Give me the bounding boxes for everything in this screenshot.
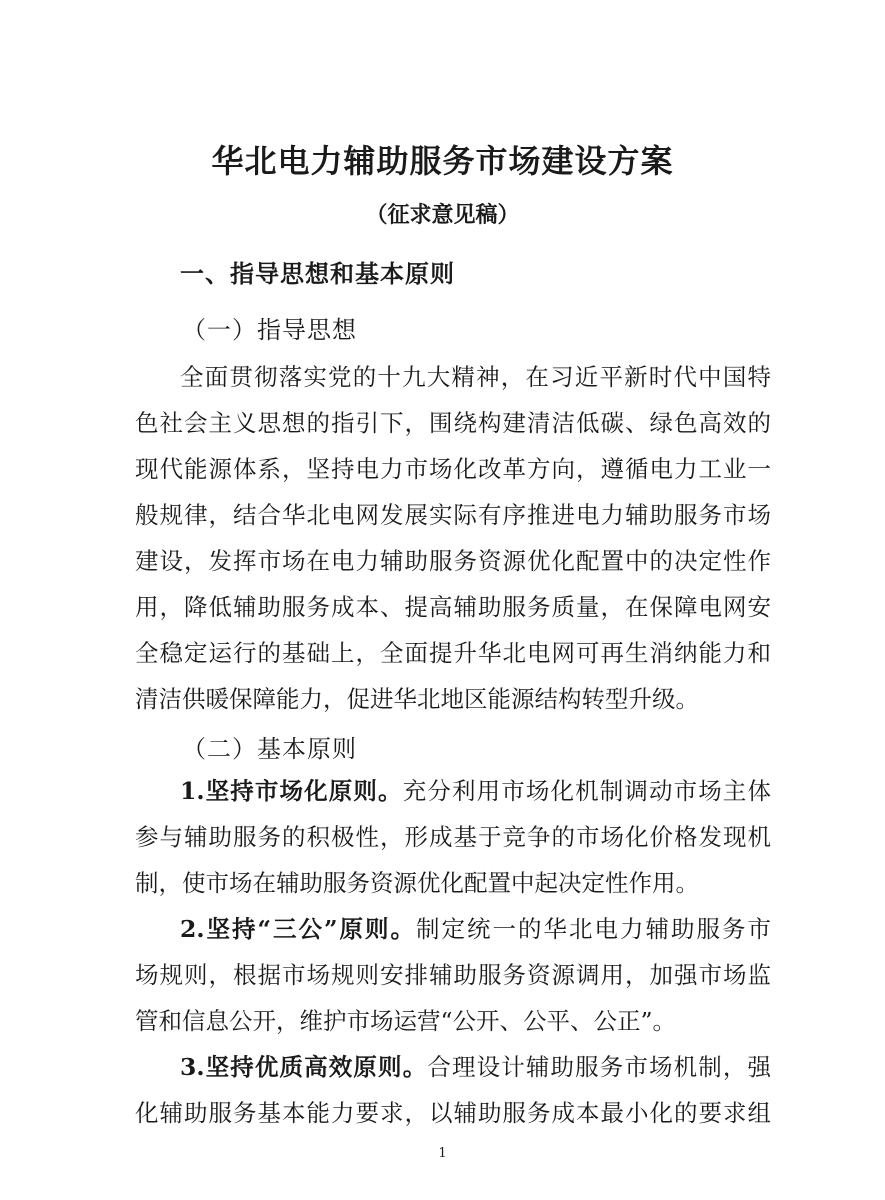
principle-line: 3.坚持优质高效原则。合理设计辅助服务市场机制，强 [180,1053,771,1081]
paragraph-line: 参与辅助服务的积极性，形成基于竞争的市场化价格发现机 [135,823,771,851]
subsection-heading: （一）指导思想 [182,316,357,344]
paragraph-line: 制，使市场在辅助服务资源优化配置中起决定性作用。 [135,869,699,897]
principle-title: 1.坚持市场化原则。 [180,777,403,805]
document-subtitle: （征求意见稿） [365,202,520,228]
paragraph-line: 全稳定运行的基础上，全面提升华北电网可再生消纳能力和 [135,639,771,667]
principle-line: 2.坚持“三公”原则。制定统一的华北电力辅助服务市 [180,915,772,943]
paragraph-line: 建设，发挥市场在电力辅助服务资源优化配置中的决定性作 [135,547,771,575]
page-number: 1 [438,1146,447,1161]
paragraph-line: 清洁供暖保障能力，促进华北地区能源结构转型升级。 [135,685,699,713]
section-heading: 一、指导思想和基本原则 [180,259,455,288]
paragraph-line: 场规则，根据市场规则安排辅助服务资源调用，加强市场监 [135,961,771,989]
principle-title: 2.坚持“三公”原则。 [180,915,417,943]
paragraph-line: 用，降低辅助服务成本、提高辅助服务质量，在保障电网安 [135,593,771,621]
principle-title: 3.坚持优质高效原则。 [180,1053,428,1081]
document-title: 华北电力辅助服务市场建设方案 [211,142,674,180]
paragraph-line: 全面贯彻落实党的十九大精神，在习近平新时代中国特 [180,363,771,391]
paragraph-line: 管和信息公开，维护市场运营“公开、公平、公正”。 [135,1007,677,1035]
paragraph-line: 色社会主义思想的指引下，围绕构建清洁低碳、绿色高效的 [135,409,771,437]
paragraph-line: 化辅助服务基本能力要求，以辅助服务成本最小化的要求组 [135,1099,771,1127]
paragraph-line: 般规律，结合华北电网发展实际有序推进电力辅助服务市场 [135,501,771,529]
paragraph-line: 现代能源体系，坚持电力市场化改革方向，遵循电力工业一 [135,455,771,483]
principle-line: 1.坚持市场化原则。充分利用市场化机制调动市场主体 [180,777,772,805]
subsection-heading: （二）基本原则 [182,735,357,763]
